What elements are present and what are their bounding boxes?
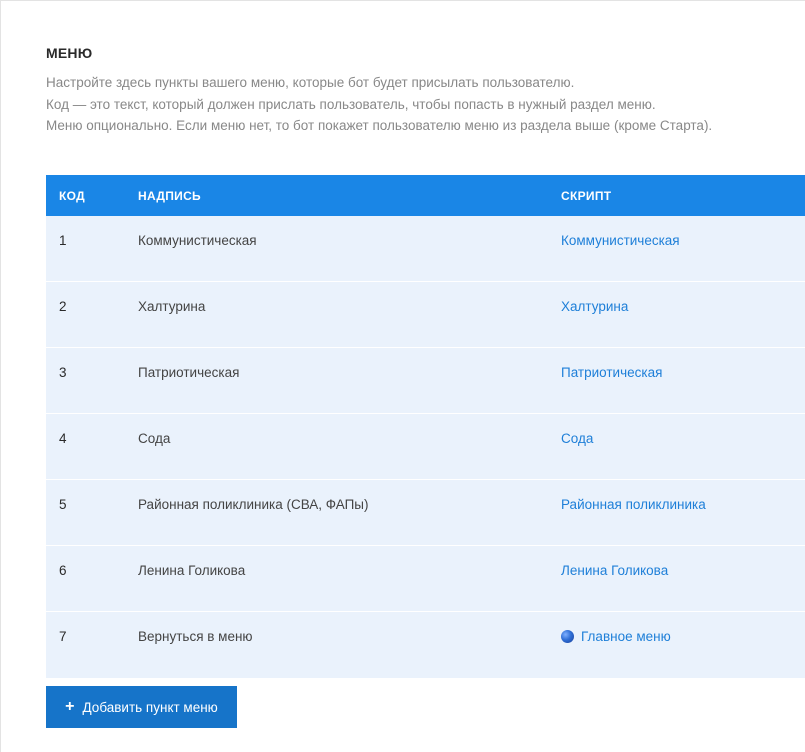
table-row[interactable] — [46, 612, 805, 678]
row-label: Халтурина — [138, 299, 206, 314]
description-line-2: Код — это текст, который должен прислать пользователь, чтобы попасть в нужный раздел меню. — [46, 96, 656, 112]
table-header — [46, 175, 805, 216]
plus-icon: + — [65, 698, 75, 715]
table-row[interactable] — [46, 216, 805, 282]
header-code: КОД — [59, 188, 85, 203]
table-row[interactable] — [46, 348, 805, 414]
row-code: 7 — [59, 629, 67, 644]
header-script: СКРИПТ — [561, 188, 612, 203]
row-script-label: Главное меню — [581, 629, 671, 644]
row-script-link[interactable] — [561, 629, 671, 644]
row-label: Сода — [138, 431, 171, 446]
row-label: Районная поликлиника (СВА, ФАПы) — [138, 497, 369, 512]
table-row[interactable] — [46, 414, 805, 480]
row-label: Патриотическая — [138, 365, 240, 380]
row-script-link[interactable]: Халтурина — [561, 299, 629, 314]
table-row[interactable] — [46, 546, 805, 612]
row-script-link[interactable]: Коммунистическая — [561, 233, 680, 248]
row-script-link[interactable]: Районная поликлиника — [561, 497, 706, 512]
section-description — [46, 72, 712, 137]
row-code: 3 — [59, 365, 67, 380]
row-code: 6 — [59, 563, 67, 578]
add-menu-item-label: Добавить пункт меню — [82, 699, 218, 715]
row-script-link[interactable]: Патриотическая — [561, 365, 663, 380]
header-label: НАДПИСЬ — [138, 188, 201, 203]
description-line-3: Меню опционально. Если меню нет, то бот покажет пользователю меню из раздела выше (кроме Старта). — [46, 118, 713, 133]
menu-table — [46, 175, 805, 678]
section-title: МЕНЮ — [46, 45, 93, 61]
row-code: 5 — [59, 497, 67, 512]
row-code: 1 — [59, 233, 67, 248]
table-row[interactable] — [46, 282, 805, 348]
row-label: Ленина Голикова — [138, 563, 246, 578]
row-code: 4 — [59, 431, 67, 446]
add-menu-item-button[interactable] — [46, 686, 237, 728]
row-script-link[interactable]: Сода — [561, 431, 594, 446]
description-line-1: Настройте здесь пункты вашего меню, которые бот будет присылать пользователю. — [46, 75, 575, 90]
row-label: Коммунистическая — [138, 233, 257, 248]
row-label: Вернуться в меню — [138, 629, 253, 644]
row-script-link[interactable]: Ленина Голикова — [561, 563, 669, 578]
table-row[interactable] — [46, 480, 805, 546]
row-code: 2 — [59, 299, 67, 314]
globe-icon — [561, 630, 574, 643]
